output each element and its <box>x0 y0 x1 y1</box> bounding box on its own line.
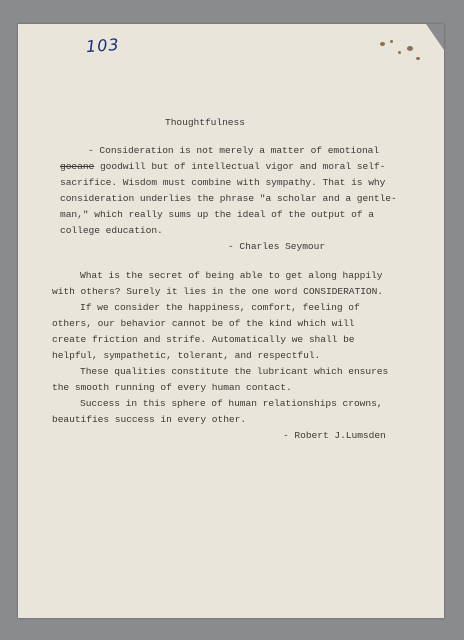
handwritten-page-number: 103 <box>85 34 121 57</box>
quote-line: man," which really sums up the ideal of the output of a <box>60 209 374 220</box>
struck-word: goeane <box>60 161 95 172</box>
body-line: with others? Surely it lies in the one word CONSIDERATION. <box>52 286 384 297</box>
quote-line: goeane goodwill but of intellectual vigor and moral self- <box>60 161 386 172</box>
body-line: helpful, sympathetic, tolerant, and respectful. <box>52 350 321 361</box>
body-line: others, our behavior cannot be of the kind which will <box>52 318 355 329</box>
body-line: beautifies success in every other. <box>52 414 247 425</box>
torn-corner <box>426 24 444 50</box>
quote-line: college education. <box>60 225 163 236</box>
body-line: If we consider the happiness, comfort, feeling of <box>80 302 360 313</box>
body-line: These qualities constitute the lubricant which ensures <box>80 366 389 377</box>
quote-line: sacrifice. Wisdom must combine with sympathy. That is why <box>60 177 386 188</box>
quote-attribution: - Charles Seymour <box>228 241 326 252</box>
body-line: create friction and strife. Automatically we shall be <box>52 334 355 345</box>
quote-line: consideration underlies the phrase "a scholar and a gentle- <box>60 193 397 204</box>
body-line: the smooth running of every human contact. <box>52 382 292 393</box>
document-title: Thoughtfulness <box>165 117 245 128</box>
body-line: What is the secret of being able to get along happily <box>80 270 383 281</box>
body-attribution: - Robert J.Lumsden <box>283 430 386 441</box>
quote-line: - Consideration is not merely a matter of emotional <box>88 145 380 156</box>
body-line: Success in this sphere of human relationships crowns, <box>80 398 383 409</box>
